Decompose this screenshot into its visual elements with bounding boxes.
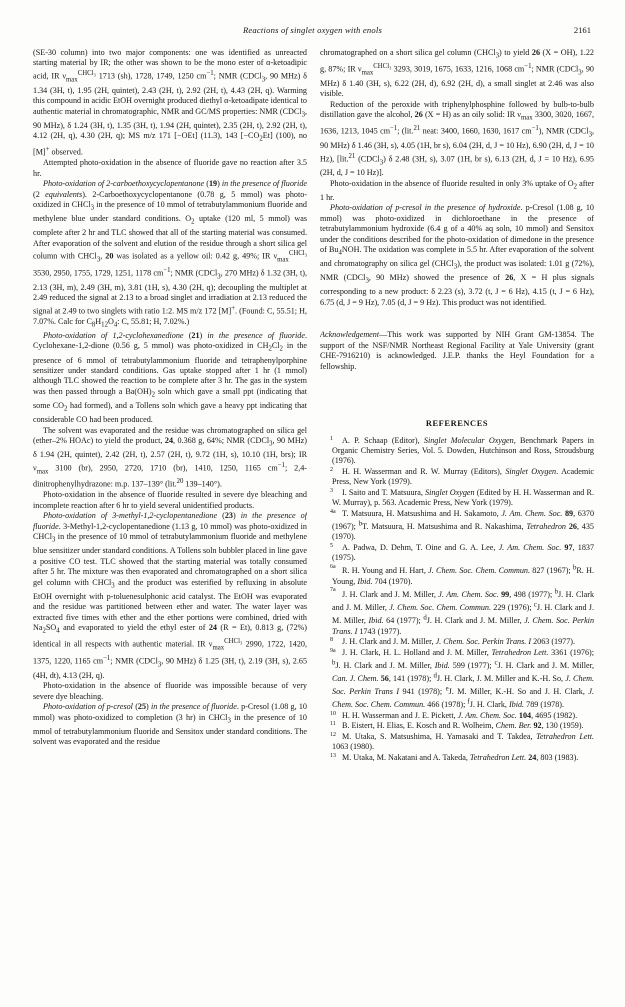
reference-text: R. H. Young and H. Hart, J. Chem. Soc. Chem. Commun. 827 (1967); $^b$R. H. Young, Ibid. 704 (1970). bbox=[332, 564, 594, 586]
reference-number: 5 bbox=[330, 542, 333, 549]
body-paragraph: Photo-oxidation in the absence of fluoride was impossible because of very severe dye bleaching. bbox=[33, 681, 307, 701]
body-paragraph: Photo-oxidation of p-cresol in the presence of hydroxide. p-Cresol (1.08 g, 10 mmol) was photo-oxidized in dichloroethane in the presence of tetrabutylammonium hydroxide (6.4 g of a 40% aq soln, 10 mmol) and Sensitox under the conditions described for the photo-oxidation of dimedone in the presence of $Bu_4NOH$. The oxidation was complete in 5.5 hr. After evaporation of the solvent and chromatography on silica gel (CHCl$_3$), the product was isolated: 1.01 g (72%), NMR (CDCl$_3$, 90 MHz) showed the presence of 26, X = H plus signals corresponding to a new product: δ 2.23 (s), 3.72 (t, J = 6 Hz), 4.15 (t, J = 6 Hz), 6.75 (d, J = 9 Hz), 7.05 (d, J = 9 Hz). This product was not identified. bbox=[320, 203, 594, 307]
reference-item bbox=[320, 488, 594, 509]
body-paragraph: Photo-oxidation of 2-carboethoxycyclopentanone (19) in the presence of fluoride (2 equivalents). 2-Carboethoxycyclopentanone (0.78 g, 5 mmol) was photo-oxidized in CHCl$_3$ in the presence of 10 mmol of tetrabutylammonium fluoride and methylene blue under standard conditions. $O_2$ uptake (120 ml, 5 mmol) was complete after 2 hr and TLC showed that all of the starting material was consumed. After evaporation of the solvent and elution of the residue through a short silica gel column with CHCl$_3$, 20 was isolated as a yellow oil: 0.42 g, 49%; IR $\nu_{max}^{CHCl_3}$ 3530, 2950, 1755, 1729, 1251, 1178 $cm^{-1}$; NMR (CDCl$_3$, 270 MHz) δ 1.32 (3H, t), 2.13 (3H, m), 2.49 (3H, m), 3.81 (1H, s), 4.30 (2H, q); decoupling the multiplet at 2.49 reduced the signal at 2.13 to a broad singlet and irradiation at 2.13 reduced the signal at 2.49 to two singlets with ratio 1:2. MS m/z 172 [M]+. (Found: C, 55.51; H, 7.07%. Calc for $C_8H_{12}O_4$: C, 55.81; H, 7.02%.) bbox=[33, 179, 307, 329]
reference-item bbox=[320, 721, 594, 731]
reference-text: T. Matsuura, H. Matsushima and H. Sakamoto, J. Am. Chem. Soc. 89, 6370 (1967); $^b$T. Matsuura, H. Matsushima and R. Nakashima, Tetrahedron 26, 435 (1970). bbox=[332, 508, 594, 542]
acknowledgement: Acknowledgement—This work was supported by NIH Grant GM-13854. The support of the NSF/NMR Northeast Regional Facility at Yale University (grant CHE-7916210) is acknowledged. J.E.P. thanks the Heyl Foundation for a fellowship. bbox=[320, 330, 594, 371]
reference-text: I. Saito and T. Matsuura, Singlet Oxygen (Edited by H. H. Wasserman and R. W. Murray), p. 563. Academic Press, New York (1979). bbox=[332, 487, 594, 508]
reference-number: 3 bbox=[330, 487, 333, 494]
reference-number: 13 bbox=[330, 752, 336, 759]
page-number: 2161 bbox=[573, 25, 591, 35]
reference-text: J. H. Clark and J. M. Miller, J. Chem. Soc. Perkin Trans. I 2063 (1977). bbox=[342, 637, 576, 647]
reference-item bbox=[320, 436, 594, 467]
reference-text: M. Utaka, S. Matsushima, H. Yamasaki and T. Takdea, Tetrahedron Lett. 1063 (1980). bbox=[332, 731, 594, 752]
reference-number: 12 bbox=[330, 731, 336, 738]
reference-number: 10 bbox=[330, 710, 336, 717]
reference-item bbox=[320, 711, 594, 721]
reference-number: 6a bbox=[330, 563, 336, 570]
reference-number: 9a bbox=[330, 647, 336, 654]
reference-number: 8 bbox=[330, 637, 333, 644]
reference-text: A. P. Schaap (Editor), Singlet Molecular Oxygen, Benchmark Papers in Organic Chemistry Series, Vol. 5. Dowden, Hutchinson and Ross, Stroudsburg (1976). bbox=[332, 435, 594, 466]
body-paragraph: Attempted photo-oxidation in the absence of fluoride gave no reaction after 3.5 hr. bbox=[33, 158, 307, 178]
body-paragraph: Photo-oxidation in the absence of fluoride resulted in severe dye bleaching and incomplete reaction after 6 hr to yield several unidentified products. bbox=[33, 490, 307, 510]
reference-item bbox=[320, 564, 594, 588]
body-paragraph: Photo-oxidation of p-cresol (25) in the presence of fluoride. p-Cresol (1.08 g, 10 mmol) was photo-oxidized to completion (3 hr) in CHCl$_3$ in the presence of 10 mmol of tetrabutylammonium fluoride and Sensitox under standard conditions. The solvent was evaporated and the residue bbox=[33, 702, 307, 747]
running-head bbox=[34, 25, 591, 37]
reference-item bbox=[320, 509, 594, 543]
right-column-body bbox=[320, 48, 594, 372]
reference-number: 2 bbox=[330, 466, 333, 473]
reference-text: M. Utaka, M. Nakatani and A. Takeda, Tetrahedron Lett. 24, 803 (1983). bbox=[342, 752, 579, 762]
body-paragraph: Photo-oxidation of 3-methyl-1,2-cyclopentanedione (23) in the presence of fluoride. 3-Methyl-1,2-cyclopentanedione (1.13 g, 10 mmol) was photo-oxidized in CHCl$_3$ in the presence of 10 mmol of tetrabutylammonium fluoride and methylene blue sensitizer under standard conditions. A Tollens soln bubbler placed in line gave a positive CO test. TLC showed that the starting material was totally consumed after 5 hr. The mixture was then evaporated and chromatographed on a short silica gel column with CHCl$_3$ and the product was esterified by refluxing in absolute EtOH overnight with p-toluenesulphonic acid catalyst. The EtOH was evaporated and the residue was partitioned between ether and water. The water layer was extracted five times with ether and the ether portions were combined, dried with $Na_2SO_4$ and evaporated to yield the ethyl ester of 24 (R = Et), 0.813 g, (72%) identical in all respects with authentic material. IR $\nu_{max}^{CHCl_3}$ 2990, 1722, 1420, 1375, 1220, 1165 $cm^{-1}$; NMR (CDCl$_3$, 90 MHz) δ 1.25 (3H, t), 2.19 (3H, s), 2.65 (4H, dt), 4.13 (2H, q). bbox=[33, 511, 307, 680]
running-title: Reactions of singlet oxygen with enols bbox=[242, 25, 383, 35]
reference-text: H. H. Wasserman and R. W. Murray (Editors), Singlet Oxygen. Academic Press, New York (1979). bbox=[332, 466, 594, 487]
reference-text: A. Padwa, D. Dehm, T. Oine and G. A. Lee, J. Am. Chem. Soc. 97, 1837 (1975). bbox=[332, 542, 594, 563]
body-paragraph: Photo-oxidation of 1,2-cyclohexanedione (21) in the presence of fluoride. Cyclohexane-1,2-dione (0.56 g, 5 mmol) was photo-oxidized in $CH_2Cl_2$ in the presence of 6 mmol of tetrabutylammonium fluoride and tetraphenylporphine sensitizer under standard conditions. Gas uptake stopped after 1 hr (1 mmol) although TLC showed the reaction to be complete after 3 hr. The gas in the system was then passed through a $Ba(OH)_2$ soln which gave a small ppt (indicating that some $CO_2$ had formed), and a Tollens soln which gave a heavy ppt indicating that considerable CO had been produced. bbox=[33, 331, 307, 425]
reference-item bbox=[320, 587, 594, 637]
reference-text: B. Eistert, H. Elias, E. Kosch and R. Wolheim, Chem. Ber. 92, 130 (1959). bbox=[342, 721, 584, 731]
reference-item bbox=[320, 753, 594, 763]
references-heading: REFERENCES bbox=[425, 419, 489, 429]
reference-text: H. H. Wasserman and J. E. Pickett, J. Am. Chem. Soc. 104, 4695 (1982). bbox=[342, 710, 578, 720]
references-list bbox=[320, 436, 594, 764]
reference-number: 1 bbox=[330, 435, 333, 442]
body-paragraph: Reduction of the peroxide with triphenylphosphine followed by bulb-to-bulb distillation gave the alcohol, 26 (X = H) as an oily solid: IR $\nu_{max}$ 3300, 3020, 1667, 1636, 1213, 1045 $cm^{-1}$; (lit.$^{21}$ neat: 3400, 1660, 1630, 1617 $cm^{-1}$), NMR (CDCl$_3$, 90 MHz) δ 1.46 (3H, s), 4.05 (1H, br s), 6.04 (2H, d, J = 10 Hz), 6.90 (2H, d, J = 10 Hz), [lit.$^{21}$ (CDCl$_3$) δ 2.48 (3H, s), 3.07 (1H, br s), 6.13 (2H, d, J = 10 Hz), 6.95 (2H, d, J = 10 Hz)]. bbox=[320, 99, 594, 178]
reference-number: 7a bbox=[330, 587, 336, 594]
reference-item bbox=[320, 467, 594, 488]
reference-item bbox=[320, 637, 594, 647]
body-paragraph: Photo-oxidation in the absence of fluoride resulted in only 3% uptake of $O_2$ after 1 hr. bbox=[320, 178, 594, 202]
body-paragraph: chromatographed on a short silica gel column (CHCl$_3$) to yield 26 (X = OH), 1.22 g, 87%; IR $\nu_{max}^{CHCl_3}$ 3293, 3019, 1675, 1633, 1216, 1068 $cm^{-1}$; NMR (CDCl$_3$, 90 MHz) δ 1.40 (3H, s), 6.22 (2H, d), 6.92 (2H, d), a small singlet at 2.46 was also visible. bbox=[320, 48, 594, 99]
reference-text: J. H. Clark and J. M. Miller, J. Am. Chem. Soc. 99, 498 (1977); $^b$J. H. Clark and J. M. Miller, J. Chem. Soc. Chem. Commun. 229 (1976); $^c$J. H. Clark and J. M. Miller, Ibid. 64 (1977); $^d$J. H. Clark and J. M. Miller, J. Chem. Soc. Perkin Trans. I 1743 (1977). bbox=[332, 588, 594, 636]
right-column bbox=[320, 48, 594, 988]
body-paragraph: (SE-30 column) into two major components: one was identified as unreacted starting material by IR; the other was shown to be the mono ester of α-ketoadipic acid, IR $\nu_{max}^{CHCl_3}$ 1713 (sh), 1728, 1749, 1250 $cm^{-1}$; NMR (CDCl$_3$, 90 MHz) δ 1.34 (3H, t), 1.95 (2H, quintet), 2.43 (2H, t), 2.92 (2H, t), 4.43 (2H, q). Warming this compound in acidic EtOH overnight produced diethyl α-ketoadipate identical to authentic material in chromatographic, NMR and GC/MS properties: NMR (CDCl$_3$, 90 MHz), δ 1.24 (3H, t), 1.35 (3H, t), 1.94 (2H, quintet), 2.35 (2H, t), 2.92 (2H, t), 4.12 (2H, q), 4.30 (2H, q); MS m/z 171 [−OEt] (11.3), 143 $[-CO_2Et]$ (100), no [M]+ observed. bbox=[33, 48, 307, 157]
reference-number: 4a bbox=[330, 508, 336, 515]
reference-item bbox=[320, 648, 594, 711]
reference-item bbox=[320, 543, 594, 564]
reference-number: 11 bbox=[330, 721, 336, 728]
reference-text: J. H. Clark, H. L. Holland and J. M. Miller, Tetrahedron Lett. 3361 (1976); $^b$J. H. Clark and J. M. Miller, Ibid. 599 (1977); $^c$J. H. Clark and J. M. Miller, Can. J. Chem. 56, 141 (1978); $^d$J. H. Clark, J. M. Miller and K.-H. So, J. Chem. Soc. Perkin Trans I 941 (1978); $^e$J. M. Miller, K.-H. So and J. H. Clark, J. Chem. Soc. Chem. Commun. 466 (1978); $^f$J. H. Clark, Ibid. 789 (1978). bbox=[332, 647, 594, 710]
body-paragraph: The solvent was evaporated and the residue was chromatographed on silica gel (ether–2% HOAc) to yield the product, 24, 0.368 g, 64%; NMR (CDCl$_3$, 90 MHz) δ 1.94 (2H, quintet), 2.42 (2H, t), 2.57 (2H, t), 9.72 (1H, s), 10.10 (1H, brs); IR $\nu_{max}$ 3100 (br), 2950, 2720, 1710 (br), 1410, 1250, 1165 $cm^{-1}$; 2,4-dinitrophenylhydrazone: m.p. 137–139° (lit.$^{20}$ 139–140°). bbox=[33, 425, 307, 490]
reference-item bbox=[320, 732, 594, 753]
left-column bbox=[33, 48, 307, 988]
